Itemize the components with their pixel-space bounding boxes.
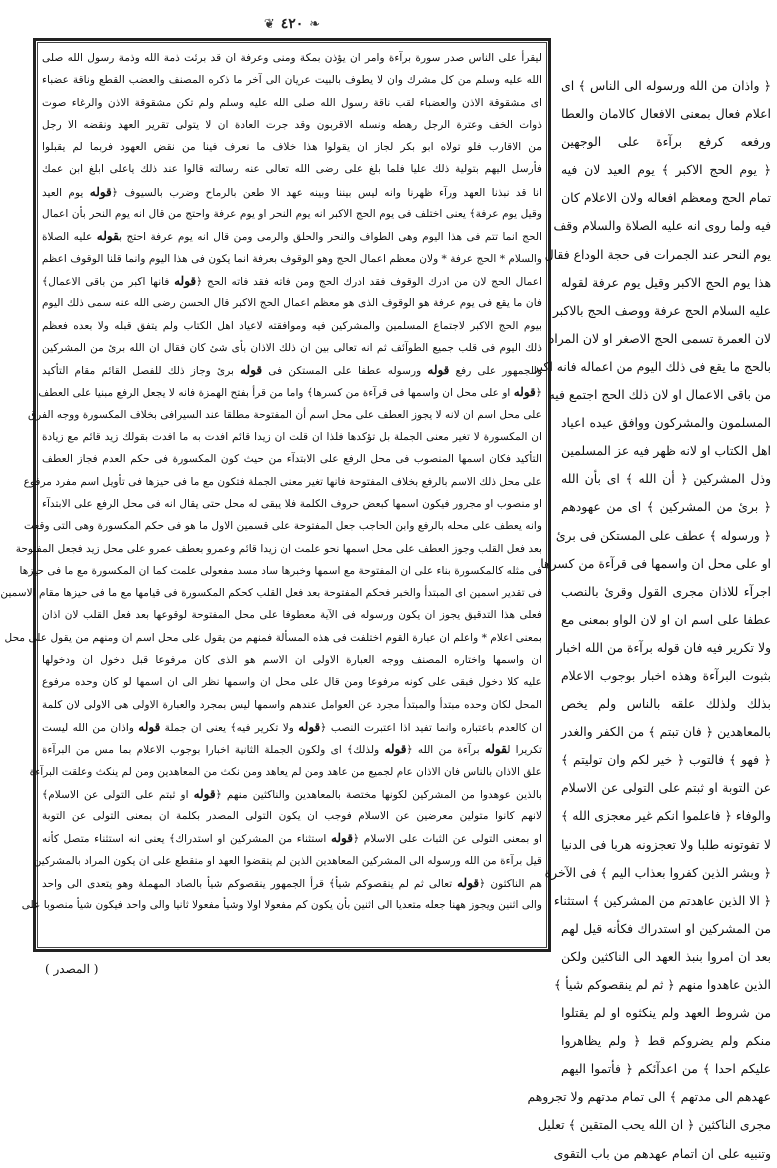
commentary-line: الله عليه وسلم من كل مشرك وان لا يطوف بالبيت عريان الى آخر ما ذكره المصنف والعضب القطع وناقة عضباء: [42, 74, 542, 87]
commentary-line: لانهم كانوا متولين معرضين عن الاسلام فوجب ان يكون التولى المصدر بكلمة ان بمعنى التولى عن التوبة: [42, 810, 542, 823]
headword-qawluhu: قوله: [484, 742, 508, 757]
margin-line: عطفا على اسم ان او لان الواو بمعنى مع: [561, 611, 771, 627]
commentary-line: والى اثنين ويجوز ههنا جعله متعديا الى اثنين بأن يكون كم مفعولا اولا وشيأ مفعولا ثانيا والى واحد فيكون شيأ منصوبا على: [21, 899, 542, 912]
margin-line: يوم النحر عند الجمرات فى حجة الوداع فقال: [544, 246, 771, 262]
margin-line: ورفعه كرفع برآءة على الوجهين: [561, 134, 771, 150]
commentary-line: ليقرأ على الناس صدر سورة برآءة وامر ان يؤذن بمكة ومنى وعرفة ان قد برئت ذمة الله وذمة رسول الله صلى: [42, 52, 542, 64]
margin-line: ﴿ برئ من المشركين ﴾ اى من عهودهم: [561, 499, 771, 515]
headword-qawluhu: قوله: [330, 831, 353, 846]
margin-line: وذل المشركين ﴿ أن الله ﴾ اى بأن الله: [561, 471, 771, 487]
commentary-line: وقيل يوم عرفة﴾ يعنى اختلف فى يوم الحج الاكبر انه يوم النحر او يوم عرفة واحتج من قال انه يوم النحر بأن اعمال: [42, 208, 542, 221]
commentary-line: ان كالعدم باعتباره وانما تفيد اذا اعتبرت النصب ﴿قوله ولا تكرير فيه﴾ يعنى ان جملة قوله واذان من الله ليست: [42, 719, 543, 734]
commentary-line: تكريرا لقوله برآءة من الله ﴿قوله ولذلك﴾ اى ولكون الجملة الثانية اخبارا بوجوب الاعلام بما مس من البرآءة: [42, 742, 543, 757]
margin-line: تمام الحج ومعظم افعاله ولان الاعلام كان: [561, 190, 771, 206]
commentary-line: ذوات الخف وعترة الرجل رهطه ونسله الاقربون وقد جرت العادة ان لا يتولى تقرير العهد ونقضه الا رجل: [42, 118, 542, 131]
margin-line: اجرآء للاذان مجرى القول وقرئ بالنصب: [561, 583, 771, 599]
margin-line: بالحج ما يقع فى ذلك اليوم من اعماله فانه اكبر: [532, 358, 771, 374]
margin-line: عن التوبة او ثبتم على التولى عن الاسلام: [561, 780, 771, 796]
margin-line: اعلام فعال بمعنى الافعال كالامان والعطا: [561, 106, 771, 122]
headword-qawluhu: قوله: [298, 719, 321, 734]
commentary-line: على محل اسم ان لانه لا يجوز العطف على محل اسم أن المفتوحة مطلقا عند السيرافى بخلاف المكسورة ووجه الفرق: [27, 408, 542, 421]
commentary-line: هم الناكثون ﴿قوله تعالى ثم لم ينقصوكم شيأ﴾ قرأ الجمهور ينقصوكم شيأ بالصاد المهملة وهو يتعدى الى واحد: [42, 875, 542, 890]
page-number: ٤٢٠: [280, 16, 304, 32]
commentary-line: عليه كلا دخول فبقى على كونه مرفوعا ومن قال على محل ان واسمها نظر الى ان اسمها لو كان وحده مرفوع: [42, 676, 542, 689]
margin-line: مجرى الناكثين ﴿ ان الله يحب المتقين ﴾ تعليل: [537, 1117, 771, 1133]
margin-line: ﴿ وبشر الذين كفروا بعذاب اليم ﴾ فى الآخرة: [544, 864, 771, 880]
margin-line: وتنبيه على ان اتمام عهدهم من باب التقوى: [553, 1145, 771, 1161]
commentary-line: والسلام * الحج عرفة * ولان معظم اعمال الحج وهو الوقوف بعرفة انما يكون فى هذا اليوم وانما قلنا الوقوف اعظم: [41, 252, 542, 265]
commentary-line: التأكيد فكان اسمها المنصوب فى محل الرفع على الابتدآء من حيث كون المكسورة فى حكم العدم فجاز العطف: [42, 453, 542, 466]
headword-qawluhu: قوله: [240, 363, 263, 378]
headword-qawluhu: قوله: [174, 273, 197, 288]
ornament-right-icon: ❧: [309, 16, 321, 32]
margin-line: المسلمون والمشركون ووافق عيده اعياد: [561, 415, 771, 431]
headword-qawluhu: قوله: [457, 875, 480, 890]
margin-line: ﴿ الا الذين عاهدتم من المشركين ﴾ استثناء: [553, 892, 771, 908]
commentary-line: او منصوب او مجرور فيكون اسمها كبعض حروف الكلمة فلا يبقى له محل حتى يقال انه فى محل الرفع على الابتدآء: [42, 497, 542, 510]
commentary-line: على محل ذلك الاسم بالرفع بخلاف المفتوحة فانها تغير معنى الجملة فتكون مع ما فى حيزها فى تأويل اسم مفرد مرفوع: [23, 475, 542, 488]
commentary-line: فى مثله كالمكسورة بناء على ان المفتوحة مع اسمها وخبرها ساد مسد مفعولى علمت كما ان المكسورة مع ما فى حيزها: [19, 564, 542, 577]
margin-line: من باقى الاعمال او لان ذلك الحج اجتمع فيه: [548, 387, 771, 403]
ornament-left-icon: ❦: [263, 16, 275, 32]
margin-line: او على محل ان واسمها فى قرآءة من كسرها: [540, 555, 771, 571]
margin-line: منكم ولم يضروكم قط ﴿ ولم يظاهروا: [561, 1033, 771, 1049]
margin-line: لان العمرة تسمى الحج الاصغر او لان المراد: [548, 330, 771, 346]
commentary-frame: [0, 38, 551, 952]
commentary-line: بمعنى اعلام * واعلم ان عبارة القوم اختلفت فى هذه المسألة فمنهم من يقول على محل اسم ان ومنهم من يقول على محل: [4, 631, 542, 644]
margin-line: ﴿ ورسوله ﴾ عطف على المستكن فى برئ: [555, 527, 771, 543]
commentary-line: او بمعنى التولى عن الثبات على الاسلام ﴿قوله استثناء من المشركين او استدراك﴾ يعنى انه استثناء متصل كأنه: [42, 831, 542, 846]
margin-text-column: [527, 72, 771, 1168]
margin-line: بالمعاهدين ﴿ فان تبتم ﴾ من الكفر والغدر: [561, 724, 771, 740]
margin-line: فيه ولما روى انه عليه الصلاة والسلام وقف: [553, 218, 771, 234]
headword-qawluhu: قوله: [193, 786, 216, 801]
commentary-line: بعد فعل القلب وجوز العطف على محل اسمها نحو علمت ان زيدا قائم وعمرو بعطف عمرو على محل زيد فجعل المفتوحة: [15, 542, 542, 555]
headword-qawluhu: قوله: [384, 742, 407, 757]
margin-line: ﴿ واذان من الله ورسوله الى الناس ﴾ اى: [561, 78, 771, 93]
commentary-line: ذلك اليوم فى قلب جميع الطوآئف ثم انه تعالى بين ان ذلك الاذان بأى شئ كان فقال ان الله برئ من المشركين: [42, 341, 542, 354]
margin-line: ﴿ يوم الحج الاكبر ﴾ يوم العيد لان فيه: [561, 162, 771, 178]
catchword: ( المصدر ): [45, 962, 99, 976]
margin-line: ﴿ فهو ﴾ فالتوب ﴿ خير لكم وان توليتم ﴾: [561, 752, 771, 768]
margin-line: عهدهم الى مدتهم ﴾ الى تمام مدتهم ولا تجروهم: [527, 1089, 771, 1105]
margin-line: هذا يوم الحج الاكبر وقيل يوم عرفة لقوله: [561, 274, 771, 290]
commentary-line: والجمهور على رفع قوله ورسوله عطفا على المستكن فى قوله برئ وجاز ذلك للفصل القائم مقام التأكيد: [42, 363, 542, 378]
margin-line: عليكم احدا ﴾ من اعدآئكم ﴿ فأتموا اليهم: [561, 1061, 771, 1077]
margin-line: الذين عاهدوا منهم ﴿ ثم لم ينقصوكم شيأ ﴾: [554, 977, 771, 992]
margin-line: بذلك ولذلك علقه بالناس ولم يخص: [561, 696, 771, 712]
commentary-line: فعلى هذا التدقيق يجوز ان يكون ورسوله فى الآية معطوفا على محل المفتوحة لوقوعها بعد فعل القلب لان اذان: [42, 609, 542, 622]
commentary-line: فان ما يقع فى يوم عرفة هو الوقوف الذى هو معظم اعمال الحج الاكبر قال الحسن رضى الله عنه سمى ذلك اليوم: [42, 297, 542, 310]
margin-line: بثبوت البرآءة وهذه اخبار بوجوب الاعلام: [561, 667, 771, 683]
commentary-line: وانه يعطف على محله بالرفع وابن الحاجب جعل المفتوحة على قسمين الاول ما هو فى حكم المكسورة وهى التى وقعت: [23, 520, 542, 533]
headword-qawluhu: قوله: [138, 719, 161, 734]
margin-line: لا تفوتونه طلبا ولا تعجزونه هربا فى الدنيا: [561, 836, 771, 852]
margin-line: من المشركين او استدراك فكأنه قيل لهم: [561, 920, 771, 936]
margin-line: عليه السلام الحج عرفة ووصف الحج بالاكبر: [552, 302, 771, 318]
margin-line: من شروط العهد ولم ينكثوه او لم يقتلوا: [561, 1005, 771, 1021]
commentary-line: فأرسل اليهم بتولية ذلك عليا فلما بلغ على رضى الله تعالى عنه رسالته قالوا عند ذلك ياعلى ابلغ ابن عمك: [42, 163, 542, 176]
commentary-line: المحل لكان وحده مبتدأ والمبتدأ مجرد عن العوامل عندهم واسمها ليس بمجرد والعبارة الاولى هى الاولى لان كلمة: [42, 698, 542, 711]
headword-qawluhu: قوله: [89, 184, 112, 199]
headword-qawluhu: قوله: [513, 385, 536, 400]
commentary-line: علق الاذان بالناس فان الاذان عام لجميع من عاهد ومن لم يعاهد ومن نكث من المعاهدين ومن لم ينكث وعلقت البرآءة: [29, 765, 542, 778]
page-header: [252, 12, 332, 36]
margin-line: ولا تكرير فيه فان قوله برآءة من الله اخبار: [556, 639, 771, 655]
headword-qawluhu: قوله: [96, 229, 120, 244]
margin-line: بعد ان امروا بنبذ العهد الى الناكثين ولكن: [561, 948, 771, 964]
commentary-line: ﴿قوله او على محل ان واسمها فى قرآءة من كسرها﴾ واما من قرأ بفتح الهمزة فانه لا يجعل الرفع مبنيا على العطف: [38, 385, 542, 400]
commentary-line: من الاقارب فلو تولاه ابو بكر لجاز ان يقولوا هذا خلاف ما نعرف فينا من نقض العهود فربما لم يقبلوا: [42, 141, 542, 154]
commentary-line: اعمال الحج لان من ادرك الوقوف فقد ادرك الحج ومن فاته فقد فاته الحج ﴿قوله فانها اكبر من باقى الاعمال﴾: [42, 273, 542, 288]
commentary-line: اى مشقوقة الاذن والعضباء لقب ناقة رسول الله صلى الله عليه وسلم ولم تكن مشقوقة الاذن والرغاء صوت: [42, 96, 542, 109]
commentary-line: ان المكسورة لا تغير معنى الجملة بل تؤكدها فلذا ان قلت ان زيدا قائم افدت به ما افدت بقولك زيد قائم مع زيادة: [42, 431, 542, 444]
margin-line: اهل الكتاب او لانه ظهر فيه عز المسلمين: [561, 443, 771, 459]
commentary-line: ان واسمها واختاره المصنف ووجه العبارة الاولى ان الاسم هو الذى كان مرفوعا قبل دخول ان ودخولها: [42, 654, 542, 667]
margin-line: والوفاء ﴿ فاعلموا انكم غير معجزى الله ﴾: [561, 808, 771, 824]
commentary-line: انا قد نبذنا العهد ورآء ظهرنا وانه ليس بيننا وبينه عهد الا طعن بالرماح وضرب بالسيوف ﴿قوله يوم العيد: [42, 184, 543, 199]
commentary-line: قيل برآءة من الله ورسوله الى المشركين المعاهدين الذين لم ينقضوا العهد او منقطع على ان يكون المراد بالمشركين: [33, 854, 542, 867]
commentary-line: فى تقدير اسمين اى المبتدأ والخبر فحكم المفتوحة بعد فعل القلب كحكم المكسورة فى قيامها مع ما فى حيزها مقام الاسمين: [0, 587, 542, 600]
commentary-line: بالذين عوهدوا من المشركين لكونها مختصة بالمعاهدين والناكثين منهم ﴿قوله او ثبتم على التولى عن الاسلام﴾: [42, 786, 543, 801]
commentary-line: بيوم الحج الاكبر لاجتماع المسلمين والمشركين فيه وموافقته لاعياد اهل الكتاب ولم يتفق قبله ولا بعده فعظم: [42, 319, 542, 332]
commentary-line: الحج انما تتم فى هذا اليوم وهى الطواف والنحر والحلق والرمى ومن قال انه يوم عرفة احتج بقوله عليه الصلاة: [42, 229, 542, 244]
headword-qawluhu: قوله: [427, 363, 450, 378]
